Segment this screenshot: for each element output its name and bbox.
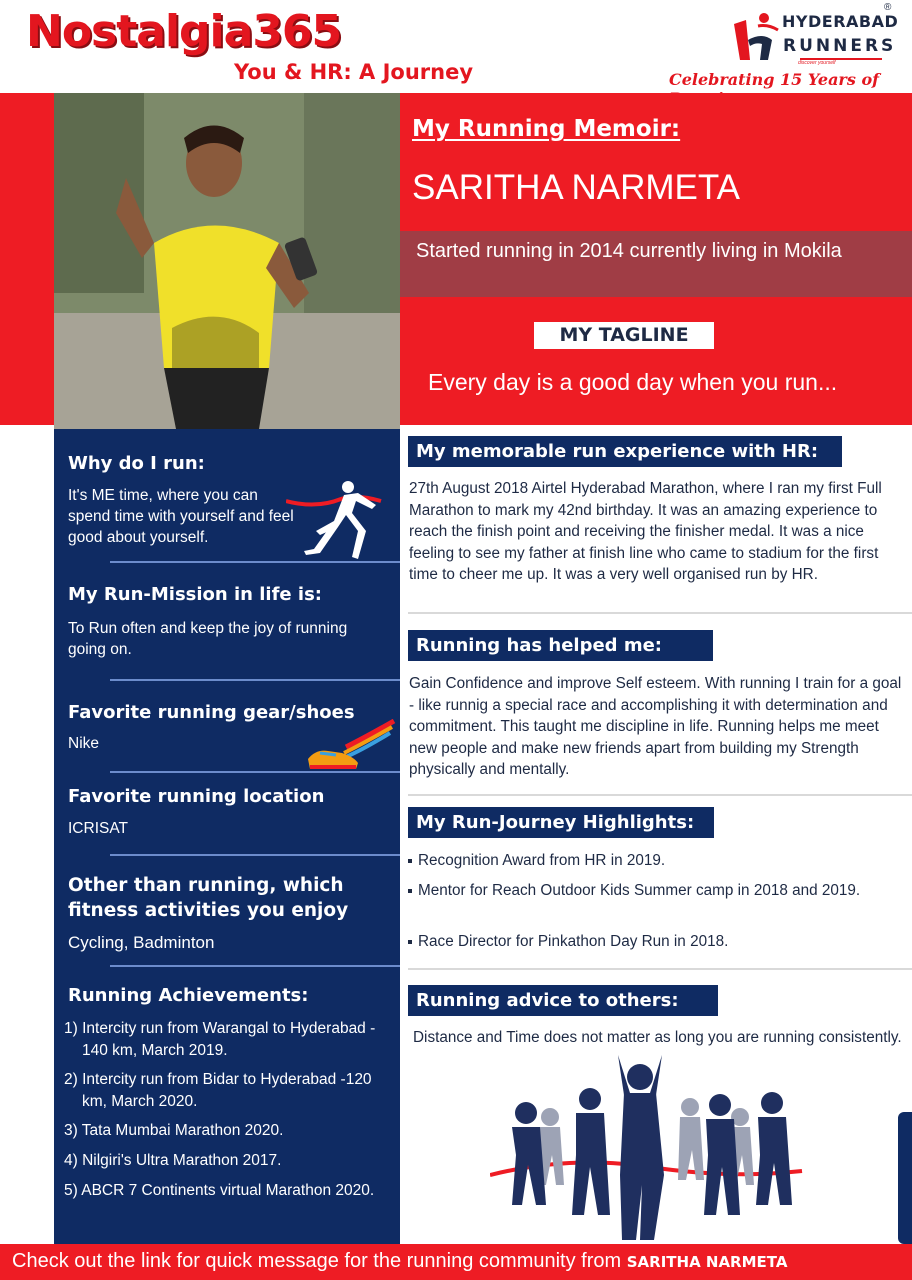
memorable-heading: My memorable run experience with HR: (408, 436, 842, 467)
achievement-item: 5) ABCR 7 Continents virtual Marathon 2020. (64, 1182, 375, 1199)
registered-mark: ® (884, 2, 892, 13)
started-box (400, 231, 912, 297)
helped-text: Gain Confidence and improve Self esteem. With running I train for a goal - like runnig a special race and accomplishing it with determination and commitment. This taught me discipline in life. Running helps me meet new people and make new friends apart from building my Strength physically and mentally. (409, 675, 902, 778)
section-rule (408, 794, 912, 796)
runners-crowd-icon (490, 1055, 810, 1245)
section-divider (110, 771, 400, 773)
location-text: ICRISAT (68, 820, 128, 837)
other-heading: Other than running, which fitness activities you enjoy (68, 875, 349, 921)
celebrating-text: Celebrating 15 Years of (669, 70, 879, 89)
running-shoe-icon (306, 719, 396, 773)
person-name: SARITHA NARMETA (412, 168, 741, 207)
section-divider (110, 561, 400, 563)
footer-banner[interactable] (0, 1244, 912, 1280)
achievement-item: 1) Intercity run from Warangal to Hyderabad - 140 km, March 2019. (64, 1020, 376, 1059)
section-divider (110, 679, 400, 681)
gear-text: Nike (68, 735, 100, 752)
why-heading: Why do I run: (68, 453, 205, 474)
achievement-item: 4) Nilgiri's Ultra Marathon 2017. (64, 1152, 282, 1169)
tagline-label: MY TAGLINE (534, 322, 714, 349)
page-subtitle: You & HR: A Journey (234, 60, 474, 84)
finish-line-runner-icon (286, 479, 386, 563)
helped-heading: Running has helped me: (408, 630, 713, 661)
left-column (54, 429, 400, 1244)
bullet-icon (408, 889, 412, 893)
bullet-icon (408, 859, 412, 863)
section-rule (408, 612, 912, 614)
why-text: It's ME time, where you can spend time with yourself and feel good about yourself. (68, 487, 294, 546)
mission-heading: My Run-Mission in life is: (68, 584, 322, 605)
footer-message: Check out the link for quick message for the running community from (12, 1250, 622, 1272)
highlight-item: Mentor for Reach Outdoor Kids Summer camp in 2018 and 2019. (408, 880, 898, 901)
section-divider (110, 854, 400, 856)
memoir-label: My Running Memoir: (412, 116, 681, 142)
section-rule (408, 968, 912, 970)
logo-slogan: discover yourself (798, 60, 836, 66)
advice-text: Distance and Time does not matter as long you are running consistently. (413, 1029, 902, 1046)
highlights-heading: My Run-Journey Highlights: (408, 807, 714, 838)
location-heading: Favorite running location (68, 786, 325, 807)
highlight-item: Recognition Award from HR in 2019. (408, 850, 898, 871)
logo-name-bottom: RUNNERS (783, 36, 897, 56)
mission-text: To Run often and keep the joy of running going on. (68, 620, 348, 658)
started-text: Started running in 2014 currently living in Mokila (416, 240, 842, 262)
hr-logo-icon (728, 10, 784, 64)
achievement-item: 3) Tata Mumbai Marathon 2020. (64, 1122, 284, 1139)
highlight-item: Race Director for Pinkathon Day Run in 2018. (408, 931, 898, 952)
runner-photo (54, 93, 400, 429)
footer-text[interactable] (12, 1250, 787, 1273)
footer-person-name: SARITHA NARMETA (626, 1253, 788, 1271)
side-accent-bar (898, 1112, 912, 1244)
section-divider (110, 965, 400, 967)
bullet-icon (408, 940, 412, 944)
advice-heading: Running advice to others: (408, 985, 718, 1016)
achievements-heading: Running Achievements: (68, 985, 309, 1006)
achievement-item: 2) Intercity run from Bidar to Hyderabad -120 km, March 2020. (64, 1071, 372, 1110)
tagline-text: Every day is a good day when you run... (428, 369, 838, 395)
gear-heading: Favorite running gear/shoes (68, 702, 355, 723)
page-title: Nostalgia365 (26, 6, 342, 57)
other-text: Cycling, Badminton (68, 933, 215, 952)
memorable-text: 27th August 2018 Airtel Hyderabad Marathon, where I ran my first Full Marathon to mark my 42nd birthday. It was an amazing experience to reach the finish point and receiving the finisher medal. It was a nice feeling to see my father at finish line who came to stadium for the first time to cheer me up. It was a very well organised run by HR. (409, 480, 882, 583)
logo-name-top: HYDERABAD (782, 12, 899, 31)
